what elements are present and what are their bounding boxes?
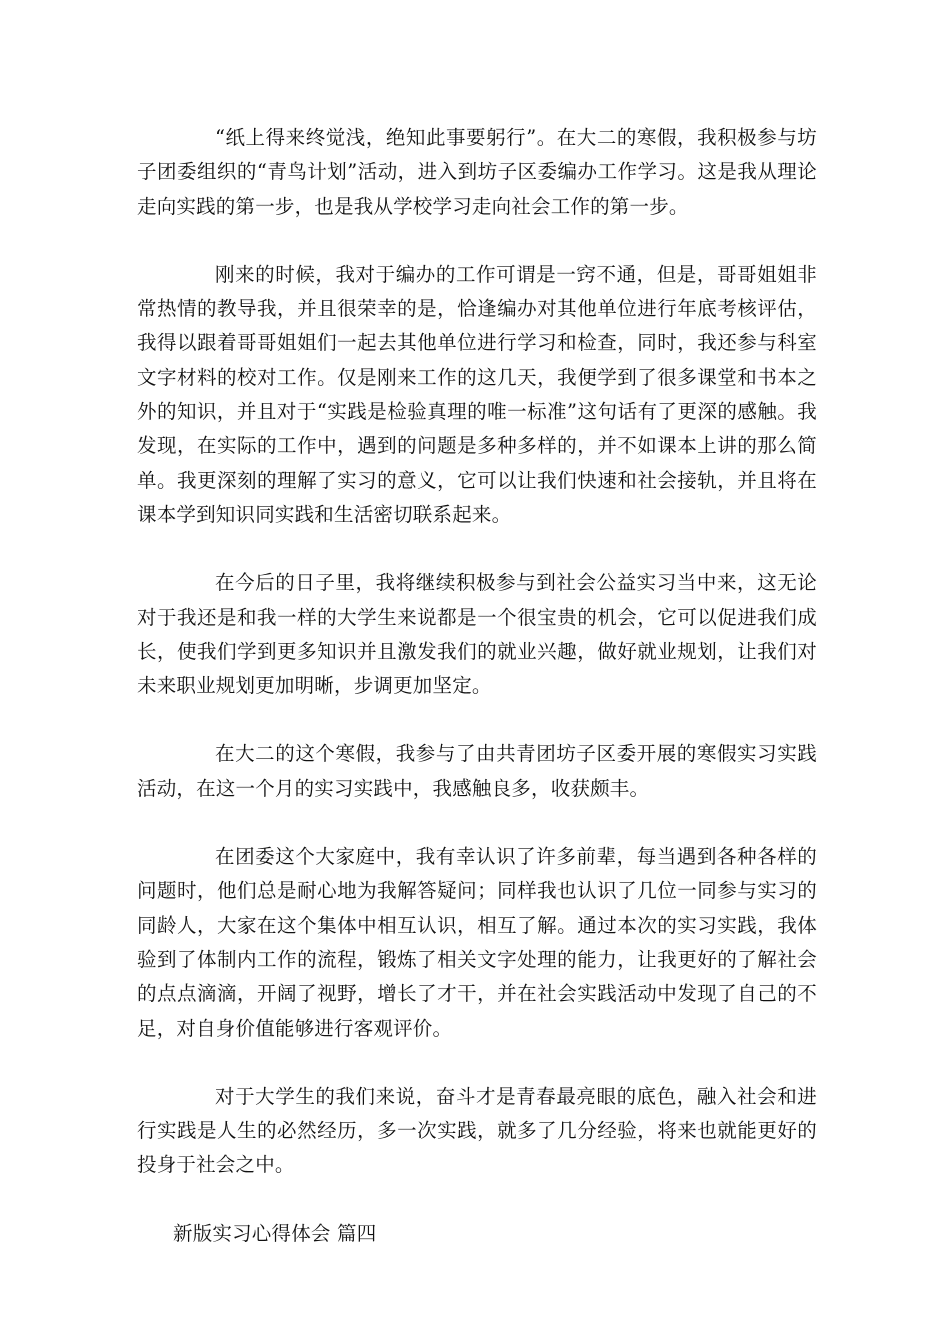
paragraph-2: 刚来的时候，我对于编办的工作可谓是一窍不通，但是，哥哥姐姐非常热情的教导我，并且很荣幸的是，恰逢编办对其他单位进行年底考核评估，我得以跟着哥哥姐姐们一起去其他单位进行学习和检查，同时，我还参与科室文字材料的校对工作。仅是刚来工作的这几天，我便学到了很多课堂和书本之外的知识，并且对于“实践是检验真理的唯一标准”这句话有了更深的感触。我发现，在实际的工作中，遇到的问题是多种多样的，并不如课本上讲的那么简单。我更深刻的理解了实习的意义，它可以让我们快速和社会接轨，并且将在课本学到知识同实践和生活密切联系起来。 [137,262,817,526]
paragraph-1: “纸上得来终觉浅，绝知此事要躬行”。在大二的寒假，我积极参与坊子团委组织的“青鸟计划”活动，进入到坊子区委编办工作学习。这是我从理论走向实践的第一步，也是我从学校学习走向社会工作的第一步。 [137,126,817,218]
paragraph-3: 在今后的日子里，我将继续积极参与到社会公益实习当中来，这无论对于我还是和我一样的大学生来说都是一个很宝贵的机会，它可以促进我们成长，使我们学到更多知识并且激发我们的就业兴趣，做好就业规划，让我们对未来职业规划更加明晰，步调更加坚定。 [137,571,817,698]
section-heading: 新版实习心得体会 篇四 [173,1221,377,1245]
paragraph-4: 在大二的这个寒假，我参与了由共青团坊子区委开展的寒假实习实践活动，在这一个月的实习实践中，我感触良多，收获颇丰。 [137,742,817,800]
paragraph-5: 在团委这个大家庭中，我有幸认识了许多前辈，每当遇到各种各样的问题时，他们总是耐心地为我解答疑问；同样我也认识了几位一同参与实习的同龄人，大家在这个集体中相互认识，相互了解。通过本次的实习实践，我体验到了体制内工作的流程，锻炼了相关文字处理的能力，让我更好的了解社会的点点滴滴，开阔了视野，增长了才干，并在社会实践活动中发现了自己的不足，对自身价值能够进行客观评价。 [137,845,817,1040]
document-body [137,121,817,1285]
paragraph-6: 对于大学生的我们来说，奋斗才是青春最亮眼的底色，融入社会和进行实践是人生的必然经历，多一次实践，就多了几分经验，将来也就能更好的投身于社会之中。 [137,1084,817,1177]
